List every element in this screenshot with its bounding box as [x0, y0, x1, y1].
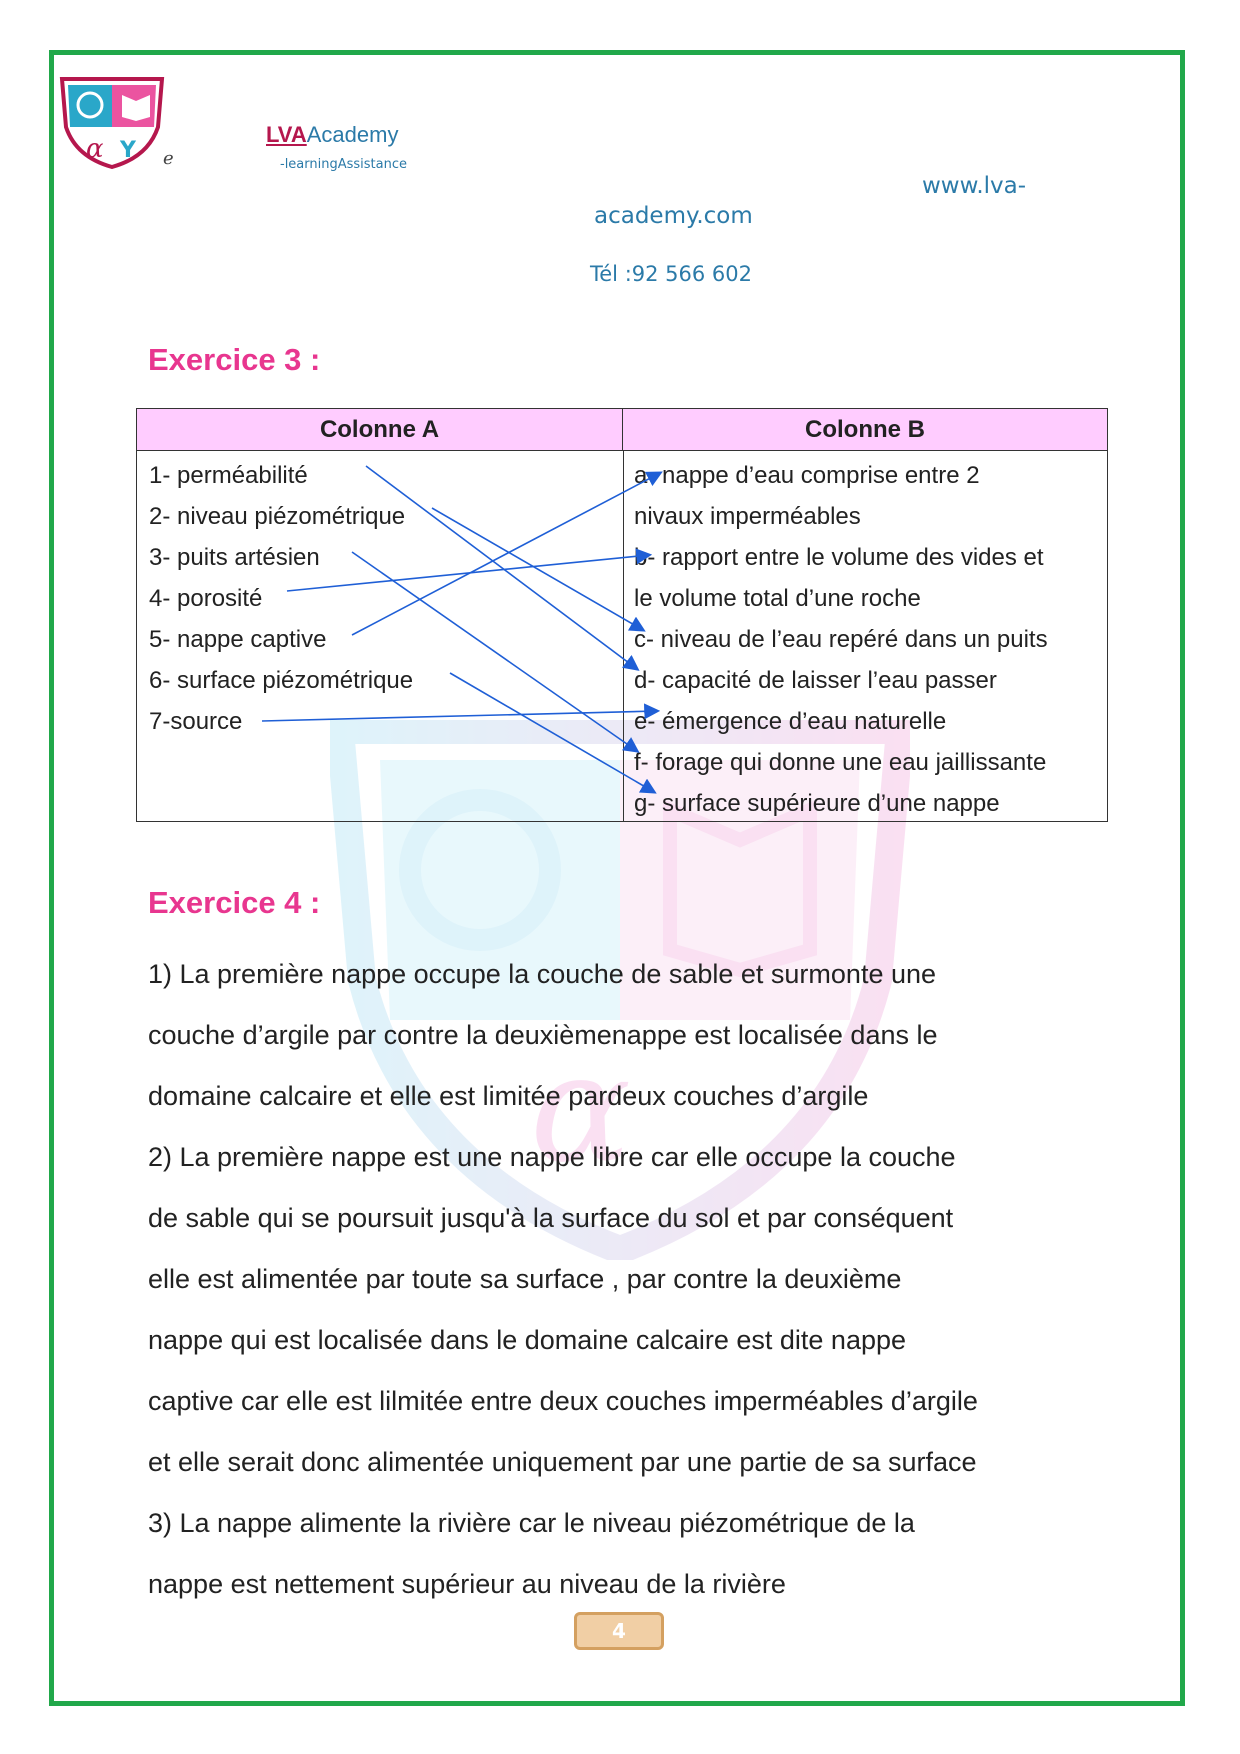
answer-line: couche d’argile par contre la deuxièmenappe est localisée dans le — [148, 1020, 938, 1050]
answer-line: et elle serait donc alimentée uniquement par une partie de sa surface — [148, 1447, 977, 1477]
svg-text:Y: Y — [120, 138, 136, 163]
website-line-1: www.lva- — [922, 173, 1027, 199]
column-a-item: 2- niveau piézométrique — [149, 503, 406, 530]
website-line-2: academy.com — [594, 203, 753, 229]
column-a-item: 3- puits artésien — [149, 544, 320, 571]
brand-tagline: -learningAssistance — [280, 157, 407, 172]
answer-line: 3) La nappe alimente la rivière car le niveau piézométrique de la — [148, 1508, 915, 1538]
brand-name — [266, 122, 398, 148]
brand-lva: LVA — [266, 122, 307, 147]
column-b-item: le volume total d’une roche — [634, 585, 921, 612]
answer-line: elle est alimentée par toute sa surface , par contre la deuxième — [148, 1264, 902, 1294]
svg-text:α: α — [530, 1022, 632, 1196]
exercise-4-title: Exercice 4 : — [148, 885, 321, 920]
answer-line: nappe est nettement supérieur au niveau de la rivière — [148, 1569, 786, 1599]
column-a-item: 6- surface piézométrique — [149, 667, 414, 694]
column-a-item: 5- nappe captive — [149, 626, 327, 653]
phone-number: Tél :92 566 602 — [590, 262, 753, 286]
column-a-item: 4- porosité — [149, 585, 263, 612]
lva-shield-logo — [58, 77, 166, 169]
page-number: 4 — [574, 1612, 664, 1650]
svg-text:α: α — [86, 134, 104, 164]
column-b-header: Colonne B — [623, 409, 1107, 451]
column-b-item: c- niveau de l’eau repéré dans un puits — [634, 626, 1048, 653]
answer-line: nappe qui est localisée dans le domaine calcaire est dite nappe — [148, 1325, 907, 1355]
matching-table — [136, 408, 1108, 822]
column-b-item: f- forage qui donne une eau jaillissante — [634, 749, 1047, 776]
logo-letter: e — [163, 148, 174, 169]
column-b-item: e- émergence d’eau naturelle — [634, 708, 947, 735]
column-a-header: Colonne A — [137, 409, 623, 451]
column-b-list — [634, 455, 1104, 824]
column-a-item: 1- perméabilité — [149, 462, 308, 489]
column-b-item: a- nappe d’eau comprise entre 2 — [634, 462, 980, 489]
column-b-item: b- rapport entre le volume des vides et — [634, 544, 1044, 571]
answer-line: 2) La première nappe est une nappe libre car elle occupe la couche — [148, 1142, 956, 1172]
column-b-item: nivaux imperméables — [634, 503, 861, 530]
exercise-4-answers — [148, 944, 1108, 1615]
column-b-item: d- capacité de laisser l’eau passer — [634, 667, 997, 694]
column-b-item: g- surface supérieure d’une nappe — [634, 790, 1000, 817]
answer-line: domaine calcaire et elle est limitée pardeux couches d’argile — [148, 1081, 869, 1111]
answer-line: captive car elle est lilmitée entre deux couches imperméables d’argile — [148, 1386, 978, 1416]
answer-line: 1) La première nappe occupe la couche de sable et surmonte une — [148, 959, 937, 989]
brand-academy: Academy — [306, 122, 399, 147]
column-a-item: 7-source — [149, 708, 243, 735]
column-divider — [623, 451, 624, 821]
column-a-list — [149, 455, 609, 742]
exercise-3-title: Exercice 3 : — [148, 342, 321, 377]
answer-line: de sable qui se poursuit jusqu'à la surface du sol et par conséquent — [148, 1203, 954, 1233]
